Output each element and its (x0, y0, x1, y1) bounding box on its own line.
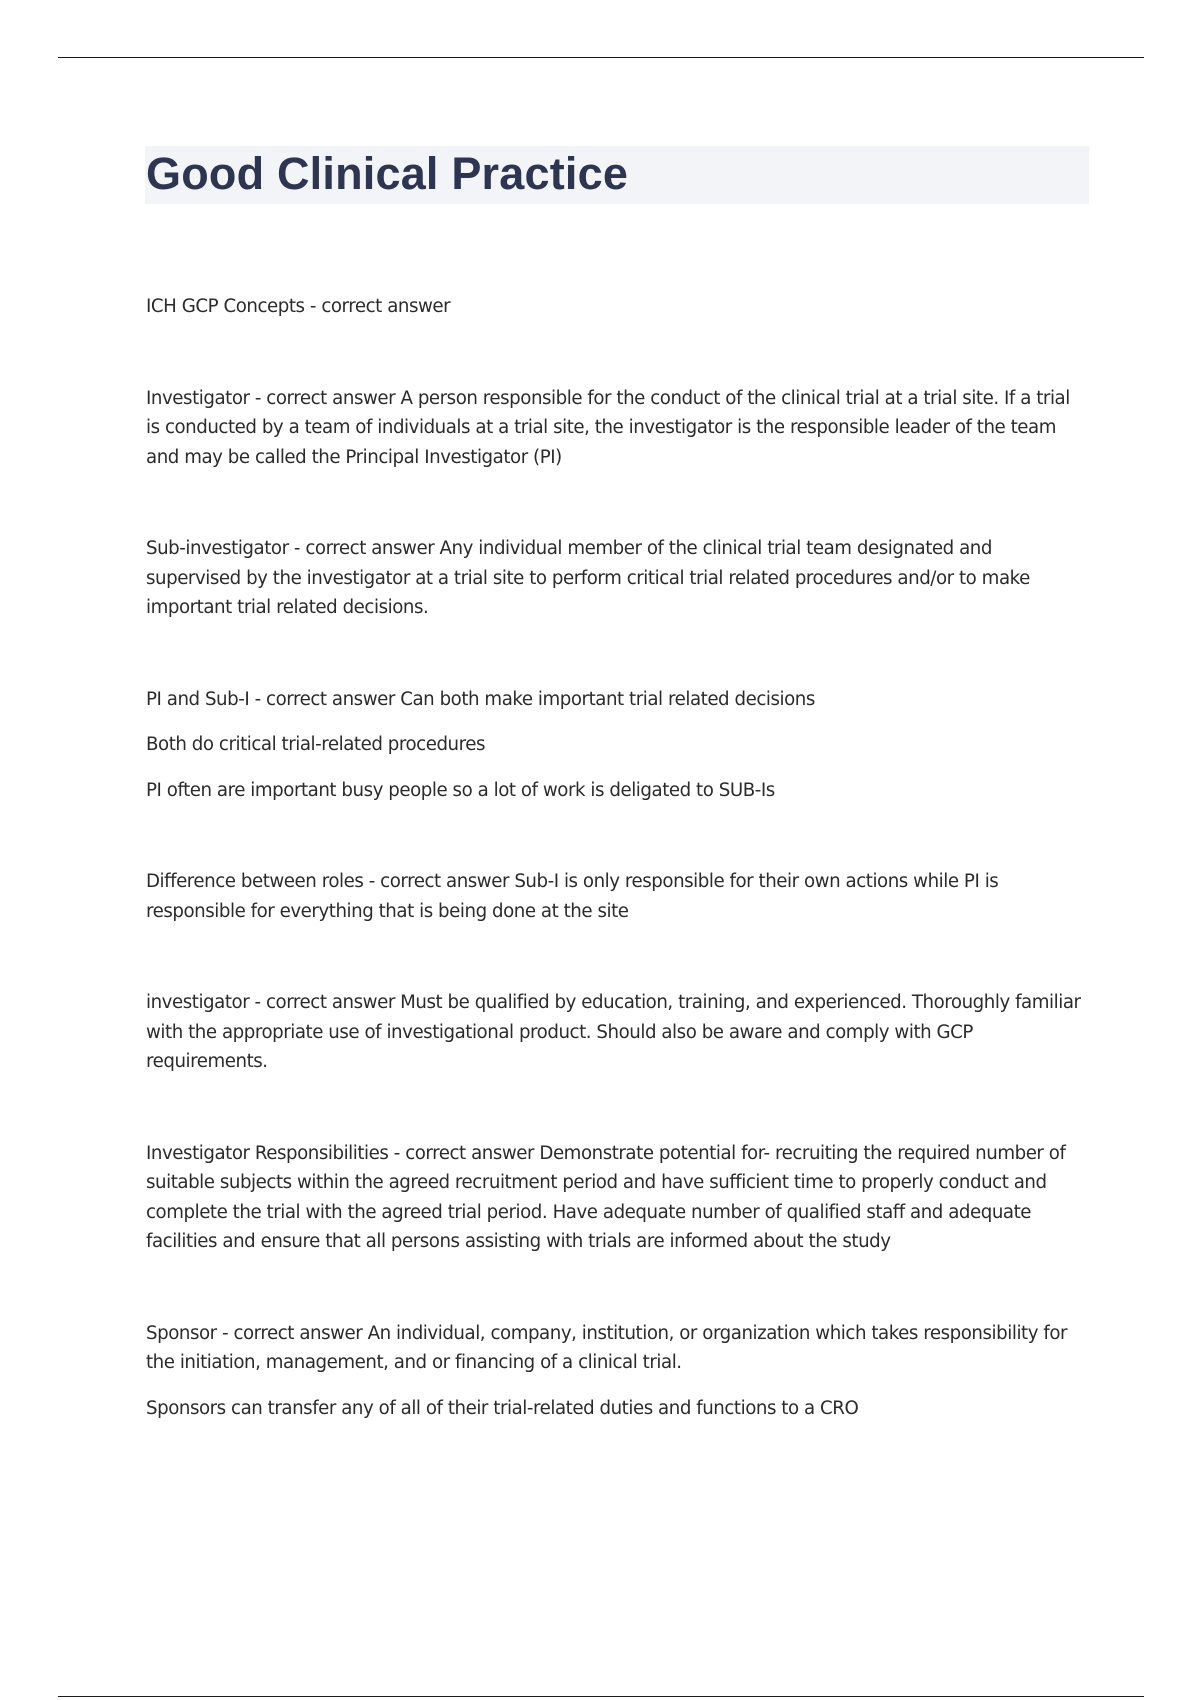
entry-pi-and-sub-i (146, 685, 1086, 806)
entry-sponsor (146, 1319, 1086, 1424)
entry-sub-investigator (146, 534, 1086, 623)
entry-investigator-responsibilities (146, 1139, 1086, 1257)
entry-text: Investigator Responsibilities - correct answer Demonstrate potential for- recruiting the required number of suitable subjects within the agreed recruitment period and have sufficient time to properly conduct and complete the trial with the agreed trial period. Have adequate number of qualified staff and adequate facilities and ensure that all persons assisting with trials are informed about the study (146, 1142, 1066, 1252)
page-title: Good Clinical Practice (146, 148, 629, 199)
entry-text: Sponsor - correct answer An individual, company, institution, or organization which takes responsibility for the initiation, management, and or financing of a clinical trial. (146, 1322, 1068, 1373)
entry-text: investigator - correct answer Must be qualified by education, training, and experienced. Thoroughly familiar with the appropriate use of investigational product. Should also be aware and comply with GCP requirements. (146, 992, 1081, 1072)
entry-ich-gcp-concepts (146, 292, 1086, 322)
page-top-rule (58, 57, 1144, 58)
entry-text: Investigator - correct answer A person responsible for the conduct of the clinical trial at a trial site. If a trial is conducted by a team of individuals at a trial site, the investigator is the responsible leader of the team and may be called the Principal Investigator (PI) (146, 387, 1070, 468)
entry-difference-between-roles (146, 867, 1086, 926)
entry-investigator (146, 384, 1086, 473)
entry-text: PI often are important busy people so a lot of work is deligated to SUB-Is (146, 779, 775, 801)
entry-text: Sub-investigator - correct answer Any individual member of the clinical trial team designated and supervised by the investigator at a trial site to perform critical trial related procedures and/or to make important trial related decisions. (146, 538, 1030, 618)
page-bottom-rule (58, 1696, 1144, 1697)
entry-text: Difference between roles - correct answer Sub-I is only responsible for their own actions while PI is responsible for everything that is being done at the site (146, 871, 999, 922)
entry-investigator-qualifications (146, 988, 1086, 1077)
document-body (146, 292, 1086, 1485)
entry-text: ICH GCP Concepts - correct answer (146, 296, 451, 317)
entry-text: Sponsors can transfer any of all of their trial-related duties and functions to a CRO (146, 1397, 859, 1419)
entry-text: PI and Sub-I - correct answer Can both make important trial related decisions (146, 688, 815, 710)
entry-text: Both do critical trial-related procedures (146, 734, 486, 755)
